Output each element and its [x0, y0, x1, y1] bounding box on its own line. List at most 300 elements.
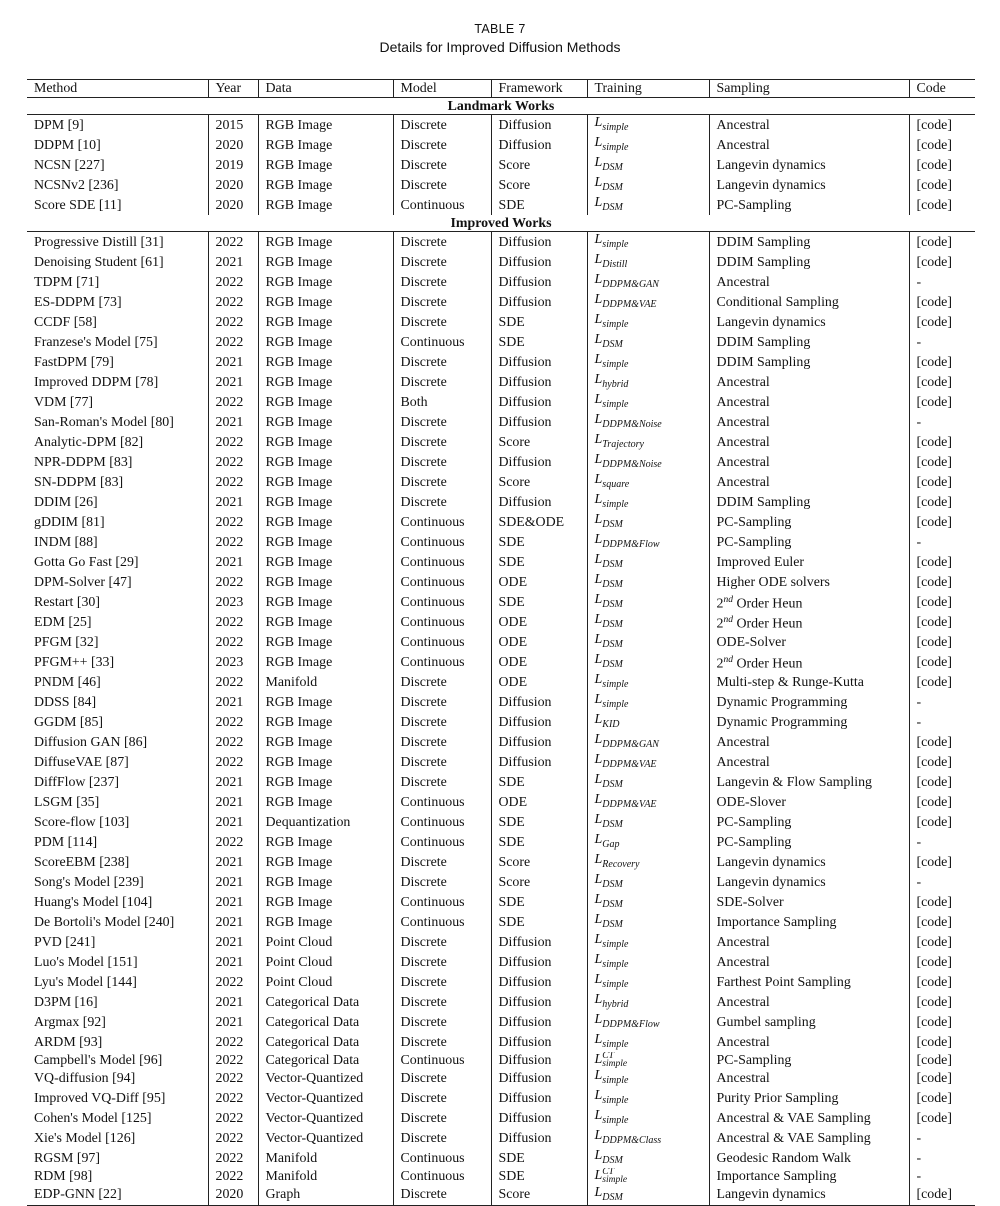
- loss-symbol: L: [594, 252, 603, 267]
- cell-data: RGB Image: [258, 155, 393, 175]
- cell-framework: SDE: [491, 892, 587, 912]
- cell-year: 2022: [208, 292, 258, 312]
- loss-subscript: DSM: [602, 1155, 623, 1167]
- cell-data: RGB Image: [258, 652, 393, 672]
- cell-method: Diffusion GAN [86]: [34, 734, 148, 750]
- cell-training: [587, 832, 709, 852]
- cell-training: [587, 572, 709, 592]
- sampling-text: Improved Euler: [716, 554, 805, 570]
- loss-symbol: L: [594, 155, 603, 170]
- cell-method: NCSNv2 [236]: [34, 177, 119, 193]
- cell-method: RDM [98]: [34, 1168, 93, 1184]
- cell-training: [587, 412, 709, 432]
- cell-framework: Diffusion: [491, 1012, 587, 1032]
- cell-framework: Diffusion: [491, 272, 587, 292]
- table-row: [27, 932, 975, 952]
- sampling-text: Ancestral: [716, 274, 770, 290]
- sampling-text: PC-Sampling: [716, 1052, 792, 1068]
- table-row: [27, 1185, 975, 1206]
- header-year: Year: [208, 80, 258, 98]
- sampling-text: Order Heun: [736, 616, 803, 632]
- table-row: [27, 1148, 975, 1168]
- sampling-text: Ancestral: [716, 414, 770, 430]
- cell-year: 2020: [208, 175, 258, 195]
- sampling-text: Langevin dynamics: [716, 1187, 826, 1203]
- cell-training: [587, 552, 709, 572]
- cell-method: Cohen's Model [125]: [34, 1110, 152, 1126]
- cell-model: Discrete: [393, 1032, 491, 1052]
- loss-subscript: DSM: [602, 339, 623, 350]
- cell-year: 2021: [208, 552, 258, 572]
- cell-training: [587, 612, 709, 632]
- table-row: [27, 1012, 975, 1032]
- cell-data: Graph: [258, 1185, 393, 1206]
- table-row: [27, 432, 975, 452]
- cell-sampling: [709, 792, 909, 812]
- loss-symbol: L: [594, 1168, 603, 1184]
- cell-model: Continuous: [393, 1052, 491, 1068]
- cell-year: 2022: [208, 1088, 258, 1108]
- table-row: [27, 452, 975, 472]
- sampling-text: Importance Sampling: [716, 914, 837, 930]
- cell-training: [587, 992, 709, 1012]
- loss-subscript: DSM: [602, 879, 623, 890]
- cell-data: Dequantization: [258, 812, 393, 832]
- cell-code: [code]: [909, 892, 975, 912]
- loss-symbol: L: [594, 712, 603, 727]
- cell-method: ES-DDPM [73]: [34, 294, 122, 310]
- loss-subscript: Trajectory: [602, 439, 644, 450]
- cell-year: 2021: [208, 912, 258, 932]
- loss-symbol: L: [594, 852, 603, 867]
- cell-training: [587, 135, 709, 155]
- loss-symbol: L: [594, 552, 603, 567]
- cell-model: Discrete: [393, 272, 491, 292]
- cell-method: INDM [88]: [34, 534, 98, 550]
- loss-subscript: simple: [602, 359, 629, 370]
- cell-sampling: [709, 632, 909, 652]
- cell-model: Discrete: [393, 155, 491, 175]
- loss-subscript: DDPM&VAE: [602, 759, 657, 770]
- cell-data: RGB Image: [258, 135, 393, 155]
- cell-training: [587, 432, 709, 452]
- table-row: [27, 832, 975, 852]
- cell-code: -: [909, 532, 975, 552]
- sampling-text: ODE-Solver: [716, 634, 786, 650]
- cell-model: Discrete: [393, 952, 491, 972]
- cell-code: -: [909, 692, 975, 712]
- cell-training: [587, 872, 709, 892]
- cell-framework: ODE: [491, 572, 587, 592]
- cell-code: [code]: [909, 552, 975, 572]
- cell-year: 2022: [208, 632, 258, 652]
- loss-symbol: L: [594, 532, 603, 547]
- sampling-text: Dynamic Programming: [716, 714, 848, 730]
- cell-data: Point Cloud: [258, 932, 393, 952]
- cell-sampling: [709, 1128, 909, 1148]
- table-row: [27, 115, 975, 136]
- sampling-text: Ancestral: [716, 137, 770, 153]
- table-row: [27, 492, 975, 512]
- cell-code: [code]: [909, 812, 975, 832]
- table-row: [27, 512, 975, 532]
- cell-year: 2022: [208, 512, 258, 532]
- sampling-text: Ancestral: [716, 374, 770, 390]
- cell-data: RGB Image: [258, 832, 393, 852]
- cell-sampling: [709, 332, 909, 352]
- loss-symbol: L: [594, 792, 603, 807]
- cell-code: [code]: [909, 312, 975, 332]
- cell-sampling: [709, 952, 909, 972]
- cell-model: Continuous: [393, 912, 491, 932]
- cell-model: Continuous: [393, 512, 491, 532]
- cell-training: [587, 912, 709, 932]
- table-number: TABLE 7: [474, 22, 526, 36]
- loss-subscript: DSM: [602, 919, 623, 930]
- cell-year: 2022: [208, 732, 258, 752]
- loss-symbol: L: [594, 612, 603, 627]
- loss-symbol: L: [594, 512, 603, 527]
- cell-year: 2022: [208, 752, 258, 772]
- cell-framework: Diffusion: [491, 952, 587, 972]
- loss-subscript: hybrid: [602, 999, 629, 1010]
- loss-subscript: DSM: [602, 659, 623, 670]
- cell-sampling: [709, 532, 909, 552]
- cell-code: [code]: [909, 452, 975, 472]
- table-row: [27, 532, 975, 552]
- cell-sampling: [709, 612, 909, 632]
- cell-model: Discrete: [393, 432, 491, 452]
- cell-model: Discrete: [393, 1068, 491, 1088]
- table-row: [27, 552, 975, 572]
- cell-training: [587, 1032, 709, 1052]
- cell-data: RGB Image: [258, 332, 393, 352]
- cell-data: Manifold: [258, 1168, 393, 1184]
- cell-model: Discrete: [393, 175, 491, 195]
- table-row: [27, 972, 975, 992]
- cell-training: [587, 852, 709, 872]
- cell-sampling: [709, 712, 909, 732]
- cell-data: Point Cloud: [258, 952, 393, 972]
- cell-framework: SDE: [491, 332, 587, 352]
- sampling-text: Ancestral & VAE Sampling: [716, 1130, 871, 1146]
- cell-framework: SDE: [491, 592, 587, 612]
- cell-year: 2022: [208, 312, 258, 332]
- cell-data: RGB Image: [258, 912, 393, 932]
- loss-symbol: L: [594, 352, 603, 367]
- cell-sampling: [709, 432, 909, 452]
- cell-sampling: [709, 175, 909, 195]
- sampling-text: Gumbel sampling: [716, 1014, 816, 1030]
- cell-training: [587, 692, 709, 712]
- cell-training: [587, 532, 709, 552]
- cell-framework: SDE&ODE: [491, 512, 587, 532]
- cell-code: -: [909, 832, 975, 852]
- cell-model: Discrete: [393, 1012, 491, 1032]
- sampling-text: Ancestral: [716, 1070, 770, 1086]
- cell-year: 2020: [208, 1185, 258, 1206]
- loss-sub-sup: [602, 1052, 627, 1068]
- cell-year: 2022: [208, 1128, 258, 1148]
- cell-sampling: [709, 732, 909, 752]
- loss-subscript: DSM: [602, 819, 623, 830]
- table-row: [27, 312, 975, 332]
- cell-code: [code]: [909, 175, 975, 195]
- cell-sampling: [709, 572, 909, 592]
- cell-data: RGB Image: [258, 175, 393, 195]
- cell-training: [587, 592, 709, 612]
- loss-sub-sup: [602, 1168, 627, 1184]
- cell-framework: SDE: [491, 812, 587, 832]
- loss-subscript: DDPM&VAE: [602, 299, 657, 310]
- cell-framework: SDE: [491, 532, 587, 552]
- sampling-text: Ancestral: [716, 734, 770, 750]
- cell-sampling: [709, 932, 909, 952]
- cell-model: Discrete: [393, 852, 491, 872]
- sampling-text: Geodesic Random Walk: [716, 1150, 851, 1166]
- cell-training: [587, 175, 709, 195]
- cell-data: Manifold: [258, 672, 393, 692]
- table-row: [27, 752, 975, 772]
- cell-framework: Diffusion: [491, 1052, 587, 1068]
- cell-model: Continuous: [393, 532, 491, 552]
- cell-code: [code]: [909, 592, 975, 612]
- cell-framework: Diffusion: [491, 292, 587, 312]
- cell-framework: Score: [491, 155, 587, 175]
- cell-framework: Diffusion: [491, 392, 587, 412]
- cell-model: Discrete: [393, 732, 491, 752]
- cell-model: Discrete: [393, 772, 491, 792]
- cell-method: NPR-DDPM [83]: [34, 454, 133, 470]
- cell-year: 2022: [208, 712, 258, 732]
- cell-training: [587, 1168, 709, 1184]
- methods-table: [27, 79, 975, 1206]
- cell-framework: Diffusion: [491, 972, 587, 992]
- cell-training: [587, 512, 709, 532]
- cell-data: RGB Image: [258, 352, 393, 372]
- cell-year: 2022: [208, 332, 258, 352]
- cell-code: [code]: [909, 932, 975, 952]
- cell-training: [587, 1108, 709, 1128]
- cell-data: RGB Image: [258, 412, 393, 432]
- loss-subscript: simple: [602, 939, 629, 950]
- table-row: [27, 692, 975, 712]
- cell-training: [587, 952, 709, 972]
- cell-training: [587, 332, 709, 352]
- cell-code: [code]: [909, 912, 975, 932]
- sampling-text: Langevin & Flow Sampling: [716, 774, 872, 790]
- cell-sampling: [709, 492, 909, 512]
- cell-data: Vector-Quantized: [258, 1108, 393, 1128]
- cell-training: [587, 1185, 709, 1206]
- header-row: [27, 80, 975, 98]
- cell-code: [code]: [909, 1068, 975, 1088]
- sampling-text: Ancestral: [716, 754, 770, 770]
- cell-data: RGB Image: [258, 512, 393, 532]
- cell-data: RGB Image: [258, 892, 393, 912]
- cell-model: Discrete: [393, 992, 491, 1012]
- header-data: Data: [258, 80, 393, 98]
- cell-data: Point Cloud: [258, 972, 393, 992]
- cell-model: Discrete: [393, 452, 491, 472]
- cell-training: [587, 652, 709, 672]
- cell-framework: SDE: [491, 1168, 587, 1184]
- loss-symbol: L: [594, 492, 603, 507]
- cell-framework: ODE: [491, 672, 587, 692]
- cell-year: 2021: [208, 252, 258, 272]
- cell-model: Discrete: [393, 712, 491, 732]
- cell-framework: Score: [491, 1185, 587, 1206]
- table-row: [27, 1108, 975, 1128]
- cell-model: Discrete: [393, 115, 491, 136]
- cell-code: [code]: [909, 1088, 975, 1108]
- cell-year: 2021: [208, 412, 258, 432]
- cell-code: -: [909, 332, 975, 352]
- cell-data: RGB Image: [258, 292, 393, 312]
- cell-sampling: [709, 592, 909, 612]
- loss-symbol: L: [594, 912, 603, 927]
- cell-data: RGB Image: [258, 752, 393, 772]
- cell-training: [587, 1052, 709, 1068]
- cell-year: 2021: [208, 872, 258, 892]
- cell-data: RGB Image: [258, 312, 393, 332]
- cell-code: [code]: [909, 752, 975, 772]
- loss-symbol: L: [594, 392, 603, 407]
- cell-framework: Diffusion: [491, 232, 587, 253]
- cell-data: Categorical Data: [258, 1032, 393, 1052]
- table-row: [27, 1068, 975, 1088]
- cell-data: Vector-Quantized: [258, 1128, 393, 1148]
- cell-method: Gotta Go Fast [29]: [34, 554, 139, 570]
- sampling-text: DDIM Sampling: [716, 334, 811, 350]
- cell-year: 2022: [208, 272, 258, 292]
- cell-method: ARDM [93]: [34, 1034, 103, 1050]
- table-row: [27, 272, 975, 292]
- cell-code: [code]: [909, 195, 975, 215]
- cell-method: LSGM [35]: [34, 794, 100, 810]
- cell-training: [587, 155, 709, 175]
- cell-training: [587, 452, 709, 472]
- cell-method: DPM [9]: [34, 117, 84, 133]
- cell-training: [587, 1088, 709, 1108]
- cell-training: [587, 712, 709, 732]
- cell-code: [code]: [909, 852, 975, 872]
- cell-method: NCSN [227]: [34, 157, 105, 173]
- cell-sampling: [709, 852, 909, 872]
- loss-subscript: simple: [602, 699, 629, 710]
- cell-framework: Diffusion: [491, 115, 587, 136]
- cell-data: RGB Image: [258, 852, 393, 872]
- cell-data: Vector-Quantized: [258, 1068, 393, 1088]
- loss-symbol: L: [594, 752, 603, 767]
- cell-code: [code]: [909, 652, 975, 672]
- cell-method: Xie's Model [126]: [34, 1130, 136, 1146]
- cell-method: PFGM++ [33]: [34, 654, 115, 670]
- cell-data: RGB Image: [258, 572, 393, 592]
- loss-symbol: L: [594, 772, 603, 787]
- ordinal-suffix: nd: [723, 594, 733, 605]
- loss-subscript: DSM: [602, 162, 623, 173]
- cell-model: Discrete: [393, 232, 491, 253]
- cell-method: SN-DDPM [83]: [34, 474, 124, 490]
- cell-sampling: [709, 155, 909, 175]
- cell-code: [code]: [909, 772, 975, 792]
- cell-year: 2022: [208, 1168, 258, 1184]
- cell-year: 2015: [208, 115, 258, 136]
- cell-sampling: [709, 392, 909, 412]
- loss-subscript: simple: [602, 1175, 628, 1185]
- cell-method: Campbell's Model [96]: [34, 1052, 163, 1068]
- sampling-text: Ancestral: [716, 954, 770, 970]
- cell-code: [code]: [909, 392, 975, 412]
- cell-code: [code]: [909, 512, 975, 532]
- loss-subscript: DSM: [602, 779, 623, 790]
- cell-code: [code]: [909, 252, 975, 272]
- cell-method: VDM [77]: [34, 394, 94, 410]
- table-row: [27, 232, 975, 253]
- cell-training: [587, 472, 709, 492]
- cell-model: Continuous: [393, 632, 491, 652]
- cell-framework: Diffusion: [491, 372, 587, 392]
- cell-sampling: [709, 195, 909, 215]
- cell-model: Continuous: [393, 552, 491, 572]
- cell-model: Discrete: [393, 932, 491, 952]
- cell-framework: Diffusion: [491, 412, 587, 432]
- cell-sampling: [709, 412, 909, 432]
- loss-subscript: DSM: [602, 579, 623, 590]
- cell-year: 2021: [208, 1012, 258, 1032]
- cell-sampling: [709, 752, 909, 772]
- cell-sampling: [709, 512, 909, 532]
- cell-method: RGSM [97]: [34, 1150, 100, 1166]
- cell-code: [code]: [909, 1012, 975, 1032]
- table-row: [27, 412, 975, 432]
- header-framework: Framework: [491, 80, 587, 98]
- cell-year: 2022: [208, 1108, 258, 1128]
- cell-code: -: [909, 1128, 975, 1148]
- cell-data: RGB Image: [258, 732, 393, 752]
- cell-year: 2021: [208, 692, 258, 712]
- cell-method: PDM [114]: [34, 834, 98, 850]
- loss-subscript: DSM: [602, 599, 623, 610]
- cell-framework: Diffusion: [491, 352, 587, 372]
- loss-symbol: L: [594, 1128, 603, 1144]
- sampling-text: Langevin dynamics: [716, 874, 826, 890]
- table-row: [27, 892, 975, 912]
- cell-year: 2022: [208, 612, 258, 632]
- cell-code: [code]: [909, 992, 975, 1012]
- cell-framework: SDE: [491, 832, 587, 852]
- cell-sampling: [709, 912, 909, 932]
- cell-sampling: [709, 1052, 909, 1068]
- table-row: [27, 252, 975, 272]
- cell-model: Continuous: [393, 1148, 491, 1168]
- loss-symbol: L: [594, 472, 603, 487]
- table-row: [27, 195, 975, 215]
- cell-model: Discrete: [393, 672, 491, 692]
- cell-method: Restart [30]: [34, 594, 100, 610]
- loss-symbol: L: [594, 1088, 603, 1104]
- cell-method: Argmax [92]: [34, 1014, 106, 1030]
- cell-training: [587, 115, 709, 136]
- sampling-text: Ancestral: [716, 434, 770, 450]
- cell-code: -: [909, 412, 975, 432]
- cell-sampling: [709, 772, 909, 792]
- cell-method: DPM-Solver [47]: [34, 574, 132, 590]
- loss-symbol: L: [594, 632, 603, 647]
- cell-method: D3PM [16]: [34, 994, 98, 1010]
- cell-code: [code]: [909, 352, 975, 372]
